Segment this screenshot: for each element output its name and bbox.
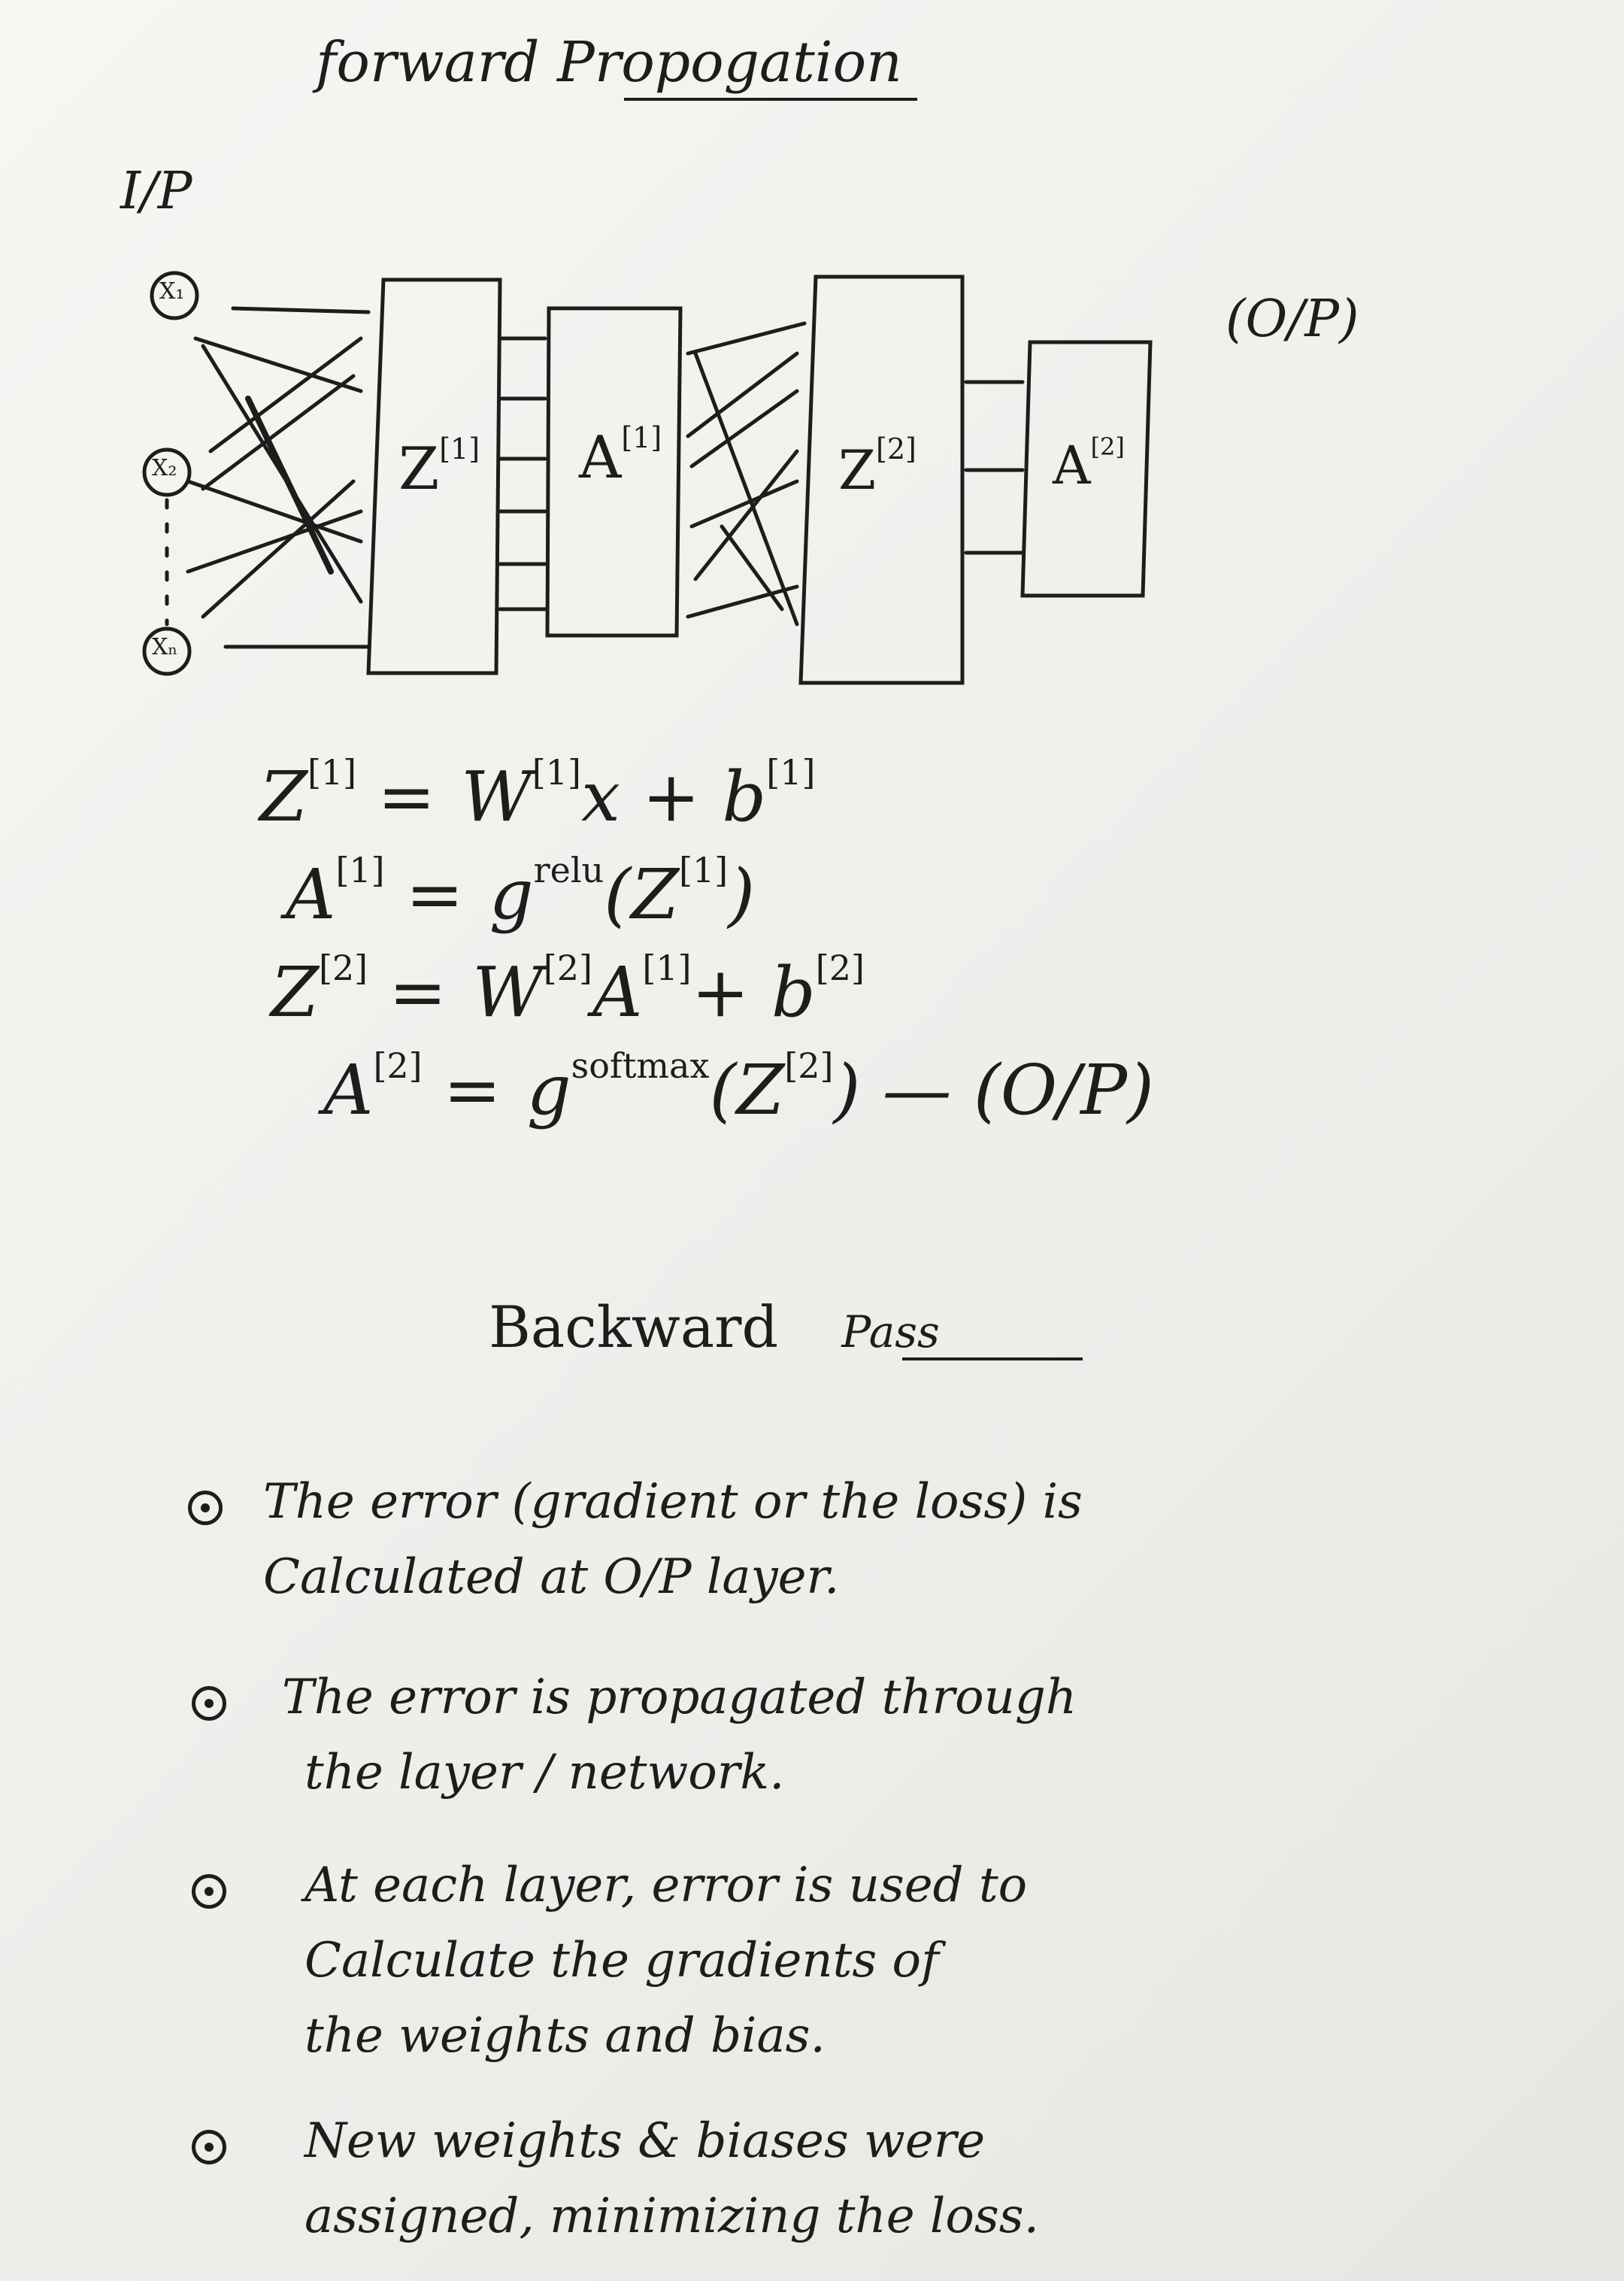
equation-lhs: A <box>323 1050 374 1130</box>
equation-superscript: softmax <box>571 1045 710 1086</box>
input-x2-label: X₂ <box>152 455 177 481</box>
block-z2-label: Z[2] <box>838 432 917 502</box>
bullet-marker <box>188 1491 223 1525</box>
equation-superscript: [1] <box>766 752 816 793</box>
equals-sign: = <box>443 1050 501 1130</box>
forward-title: forward Propogation <box>316 30 902 95</box>
equals-sign: = <box>405 854 464 935</box>
equation-row <box>271 948 865 1033</box>
equation-lhs-superscript: [2] <box>318 948 368 988</box>
equation-term: x + b <box>580 757 767 837</box>
equation-superscript: relu <box>533 850 604 890</box>
equation-superscript: [2] <box>543 948 592 988</box>
bullet-marker <box>192 1874 226 1909</box>
hidden-connections <box>688 323 804 624</box>
equation-term: (Z <box>709 1050 785 1130</box>
equation-row <box>259 752 815 837</box>
equation-superscript: [1] <box>679 850 729 890</box>
input-xn-label: Xₙ <box>152 634 178 660</box>
equation-row <box>323 1045 1154 1130</box>
input-ellipsis <box>154 526 155 527</box>
equation-superscript: [2] <box>784 1045 834 1086</box>
bullet-text-line: the layer / network. <box>304 1745 785 1800</box>
input-x1-label: X₁ <box>159 278 185 305</box>
input-label: I/P <box>120 162 192 221</box>
block-a2-label: A[2] <box>1053 432 1125 496</box>
backward-underline <box>902 1357 1083 1360</box>
equation-superscript: [1] <box>642 948 692 988</box>
equation-lhs-superscript: [1] <box>335 850 385 890</box>
equation-lhs: A <box>286 854 336 935</box>
equals-sign: = <box>389 952 447 1033</box>
backward-title: Backward Pass <box>489 1294 940 1360</box>
equation-term: ) — (O/P) <box>833 1050 1154 1130</box>
bullet-text-line: New weights & biases were <box>304 2113 986 2169</box>
equation-lhs-superscript: [2] <box>373 1045 423 1086</box>
bullet-text-line: At each layer, error is used to <box>304 1858 1028 1913</box>
equation-lhs: Z <box>259 757 308 837</box>
bullet-marker <box>192 2130 226 2164</box>
input-connections <box>188 308 368 647</box>
equation-term: W <box>461 757 532 837</box>
network-diagram <box>0 0 1624 722</box>
equation-superscript: [2] <box>815 948 865 988</box>
equation-term: g <box>489 854 534 935</box>
equation-term: (Z <box>604 854 680 935</box>
bullet-text-line: assigned, minimizing the loss. <box>304 2188 1039 2244</box>
bullet-text-line: the weights and bias. <box>304 2008 826 2064</box>
equation-superscript: [1] <box>532 752 581 793</box>
z2-a2-connectors <box>966 382 1023 553</box>
block-a1-label: A[1] <box>579 421 662 492</box>
output-label: (O/P) <box>1226 290 1359 349</box>
equals-sign: = <box>377 757 436 837</box>
equation-term: g <box>526 1050 571 1130</box>
bullet-text-line: Calculate the gradients of <box>304 1933 939 1988</box>
bullet-text-line: Calculated at O/P layer. <box>263 1549 840 1605</box>
bullet-text-line: The error (gradient or the loss) is <box>263 1474 1083 1530</box>
block-z1-label: Z[1] <box>398 432 480 503</box>
bullet-text-line: The error is propagated through <box>282 1670 1077 1725</box>
equation-term: W <box>472 952 544 1033</box>
equation-term: + b <box>691 952 816 1033</box>
z1-a1-connectors <box>500 338 545 609</box>
equation-term: ) <box>728 854 756 935</box>
equation-lhs-superscript: [1] <box>307 752 357 793</box>
equation-row <box>286 850 755 935</box>
equation-term: A <box>592 952 643 1033</box>
bullet-marker <box>192 1686 226 1721</box>
equation-lhs: Z <box>271 952 319 1033</box>
